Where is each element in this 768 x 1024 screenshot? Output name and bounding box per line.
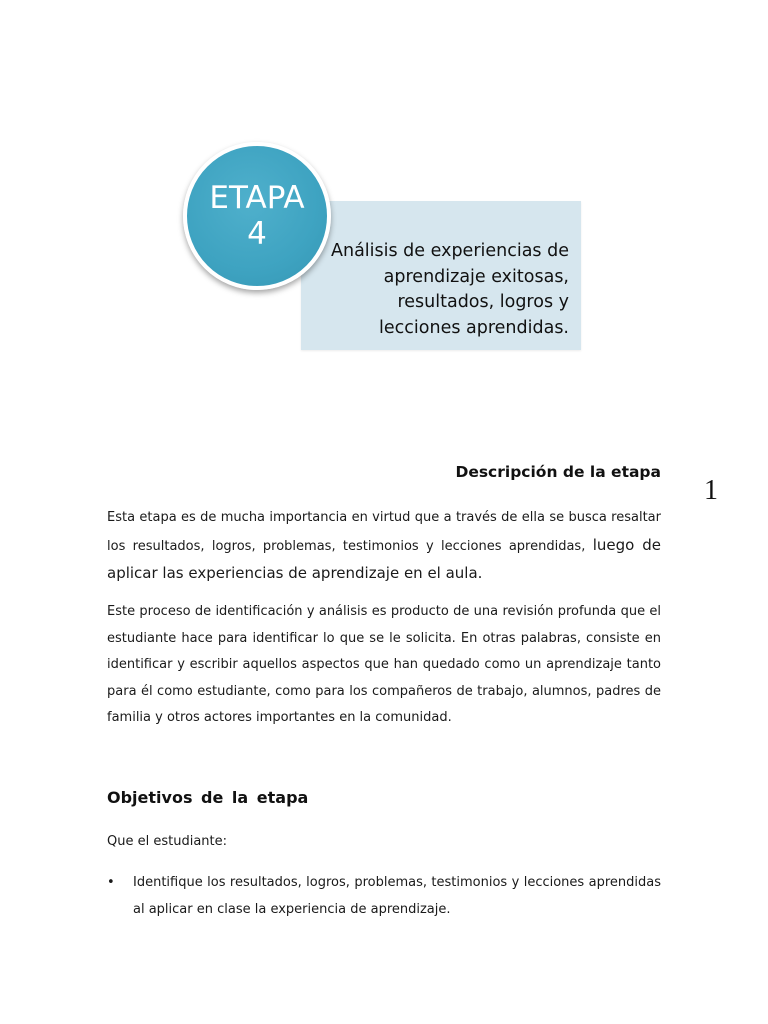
objective-list-item (107, 870, 661, 923)
stage-badge-number: 4 (247, 216, 267, 252)
objectives-intro: Que el estudiante: (107, 834, 227, 849)
objectives-heading: Objetivos de la etapa (107, 788, 309, 807)
description-paragraph-1-text: Esta etapa es de mucha importancia en virtud que a través de ella se busca resaltar los resultados, logros, problemas, testimonios y lecciones aprendidas, (107, 510, 661, 554)
bullet-icon: • (107, 875, 115, 890)
stage-badge (183, 142, 331, 290)
stage-badge-label: ETAPA (209, 180, 305, 216)
page-number: 1 (704, 475, 718, 506)
stage-subtitle: Análisis de experiencias de aprendizaje exitosas, resultados, logros y lecciones aprendidas. (331, 241, 569, 338)
description-heading: Descripción de la etapa (455, 463, 661, 481)
description-paragraph-1-continuation: luego de aplicar las experiencias de aprendizaje en el aula. (107, 535, 662, 582)
stage-subtitle-box (301, 201, 581, 350)
description-paragraph-1 (107, 505, 661, 589)
description-paragraph-2: Este proceso de identificación y análisis es producto de una revisión profunda que el estudiante hace para identificar lo que se le solicita. En otras palabras, consiste en identificar y escribir aquellos aspectos que han quedado como un aprendizaje tanto para él como estudiante, como para los compañeros de trabajo, alumnos, padres de familia y otros actores importantes en la comunidad. (107, 604, 661, 725)
objective-text: Identifique los resultados, logros, problemas, testimonios y lecciones aprendidas al aplicar en clase la experiencia de aprendizaje. (133, 875, 661, 917)
